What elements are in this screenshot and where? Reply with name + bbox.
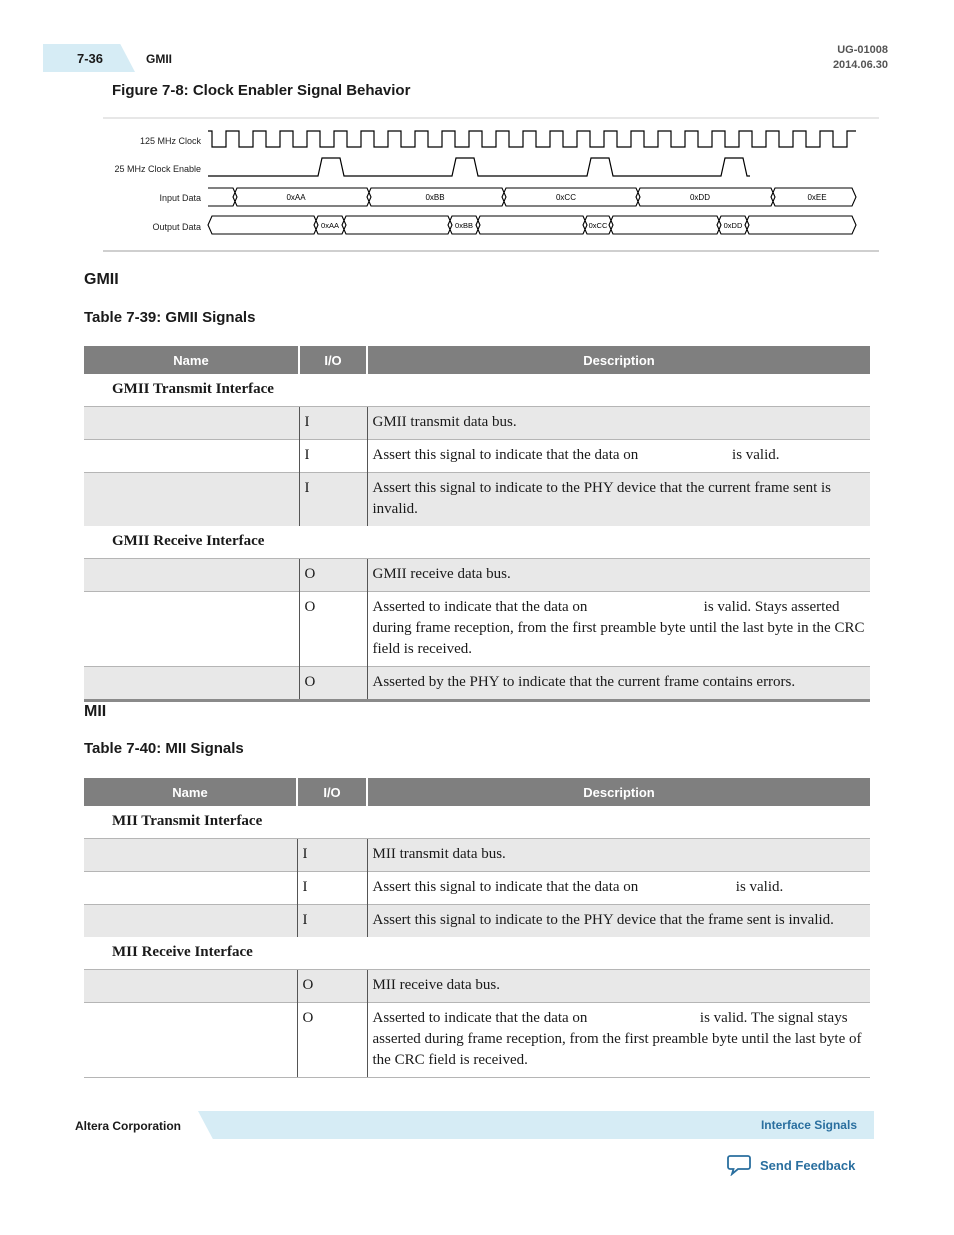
gmii-table-title: Table 7-39: GMII Signals xyxy=(84,309,256,326)
signal-name xyxy=(84,559,299,592)
page-number: 7-36 xyxy=(77,51,104,66)
signal-io: I xyxy=(297,872,367,905)
signal-io: I xyxy=(299,440,367,473)
signal-name xyxy=(84,592,299,667)
bus-segment xyxy=(342,216,452,234)
signal-io: O xyxy=(299,667,367,701)
group-label: MII Receive Interface xyxy=(84,937,870,970)
signal-label: Output Data xyxy=(152,222,201,232)
doc-id: UG-01008 xyxy=(837,44,888,56)
bus-value: 0xAA xyxy=(286,193,306,202)
signal-description: Assert this signal to indicate that the data on is valid. xyxy=(367,440,870,473)
table-row xyxy=(84,592,870,667)
send-feedback-link[interactable] xyxy=(727,1154,855,1176)
bus-value: 0xDD xyxy=(723,221,743,230)
group-row xyxy=(84,374,870,407)
signal-name xyxy=(84,970,297,1003)
signal-description: Asserted by the PHY to indicate that the current frame contains errors. xyxy=(367,667,870,701)
clock-enable-waveform xyxy=(208,158,750,176)
bus-value: 0xEE xyxy=(807,193,827,202)
signal-name xyxy=(84,667,299,701)
bus-value: 0xCC xyxy=(588,221,608,230)
mii-heading: MII xyxy=(84,703,107,720)
bus-value: 0xBB xyxy=(455,221,473,230)
table-row xyxy=(84,473,870,527)
table-row xyxy=(84,559,870,592)
signal-io: I xyxy=(299,407,367,440)
bus-value: 0xAA xyxy=(321,221,339,230)
signal-description: MII receive data bus. xyxy=(367,970,870,1003)
column-header: Description xyxy=(367,778,870,806)
column-header: Name xyxy=(84,778,297,806)
signal-label: 125 MHz Clock xyxy=(139,136,201,146)
signal-description: Assert this signal to indicate to the PHY device that the current frame sent is invalid. xyxy=(367,473,870,527)
signal-description: GMII transmit data bus. xyxy=(367,407,870,440)
bus-value: 0xBB xyxy=(425,193,445,202)
column-header: Description xyxy=(367,346,870,374)
signal-labels xyxy=(114,136,201,232)
signal-label: Input Data xyxy=(159,193,201,203)
signal-description: MII transmit data bus. xyxy=(367,839,870,872)
signal-description: Asserted to indicate that the data on is valid. The signal stays asserted during frame reception, from the first preamble byte until the last byte of the CRC field is received. xyxy=(367,1003,870,1078)
column-header: I/O xyxy=(299,346,367,374)
signal-io: O xyxy=(297,1003,367,1078)
section-link[interactable]: Interface Signals xyxy=(760,1118,857,1132)
input-data-bus xyxy=(208,188,856,206)
output-data-bus xyxy=(208,216,856,234)
signal-description: Assert this signal to indicate that the data on is valid. xyxy=(367,872,870,905)
bus-value: 0xCC xyxy=(555,193,577,202)
signal-label: 25 MHz Clock Enable xyxy=(114,164,201,174)
gmii-signals-table xyxy=(84,346,870,702)
group-label: MII Transmit Interface xyxy=(84,806,870,839)
signal-name xyxy=(84,905,297,938)
bus-segment xyxy=(609,216,721,234)
bus-segment xyxy=(745,216,856,234)
table-row xyxy=(84,407,870,440)
speech-bubble-icon xyxy=(727,1154,751,1176)
signal-name xyxy=(84,839,297,872)
group-row xyxy=(84,526,870,559)
signal-io: O xyxy=(297,970,367,1003)
column-header: Name xyxy=(84,346,299,374)
doc-date: 2014.06.30 xyxy=(832,59,888,71)
signal-name xyxy=(84,440,299,473)
timing-diagram xyxy=(0,0,954,260)
company-name: Altera Corporation xyxy=(75,1119,182,1133)
section-name: GMII xyxy=(146,52,172,66)
table-row xyxy=(84,872,870,905)
clock-waveform xyxy=(208,131,856,147)
bus-segment xyxy=(208,216,318,234)
table-header-row xyxy=(84,778,870,806)
bus-value: 0xDD xyxy=(689,193,711,202)
gmii-heading: GMII xyxy=(84,271,119,288)
table-row xyxy=(84,839,870,872)
signal-name xyxy=(84,407,299,440)
table-row xyxy=(84,440,870,473)
signal-io: I xyxy=(299,473,367,527)
signal-name xyxy=(84,1003,297,1078)
signal-name xyxy=(84,872,297,905)
signal-io: I xyxy=(297,905,367,938)
signal-name xyxy=(84,473,299,527)
signal-description: GMII receive data bus. xyxy=(367,559,870,592)
signal-description: Assert this signal to indicate to the PHY device that the frame sent is invalid. xyxy=(367,905,870,938)
signal-io: I xyxy=(297,839,367,872)
figure-title: Figure 7-8: Clock Enabler Signal Behavior xyxy=(112,82,411,99)
send-feedback-label: Send Feedback xyxy=(760,1157,856,1173)
signal-description: Asserted to indicate that the data on is valid. Stays asserted during frame reception, from the first preamble byte until the last byte in the CRC field is received. xyxy=(367,592,870,667)
table-row xyxy=(84,1003,870,1078)
table-row xyxy=(84,667,870,701)
table-row xyxy=(84,905,870,938)
group-row xyxy=(84,937,870,970)
group-label: GMII Transmit Interface xyxy=(84,374,870,407)
mii-signals-table xyxy=(84,778,870,1078)
group-row xyxy=(84,806,870,839)
table-header-row xyxy=(84,346,870,374)
bus-segment xyxy=(476,216,587,234)
mii-table-title: Table 7-40: MII Signals xyxy=(84,740,244,757)
group-label: GMII Receive Interface xyxy=(84,526,870,559)
table-row xyxy=(84,970,870,1003)
signal-io: O xyxy=(299,559,367,592)
signal-io: O xyxy=(299,592,367,667)
column-header: I/O xyxy=(297,778,367,806)
